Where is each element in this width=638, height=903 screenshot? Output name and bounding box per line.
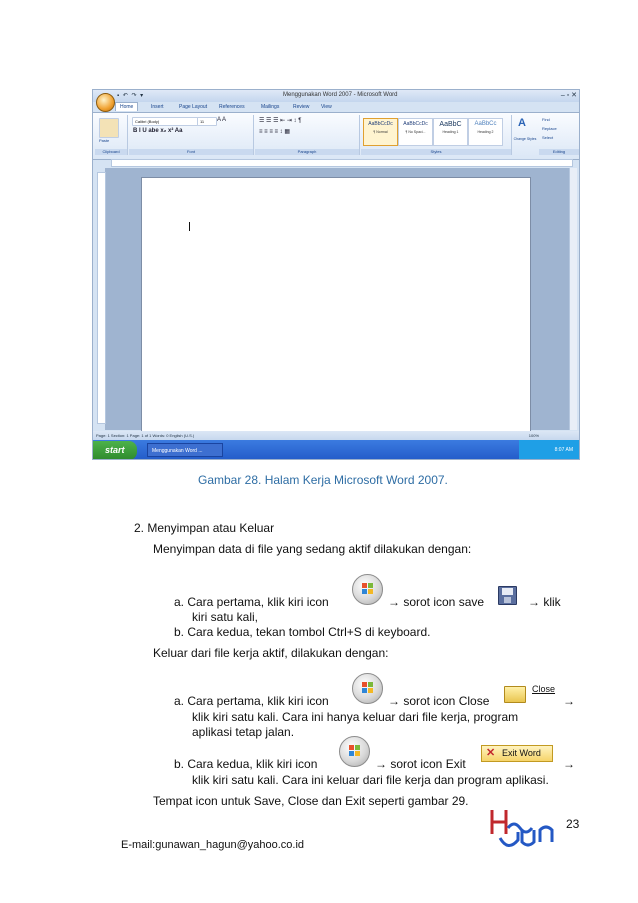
section-heading: 2. Menyimpan atau Keluar (134, 521, 275, 535)
exit-word-icon (481, 745, 553, 762)
tab-home[interactable]: Home (115, 102, 138, 111)
save-step-a: a. Cara pertama, klik kiri icon (174, 595, 329, 609)
exit-step-a-line3: aplikasi tetap jalan. (192, 725, 295, 739)
close-icon (502, 680, 557, 703)
office-button-icon (352, 673, 383, 704)
style-heading-2[interactable] (468, 118, 503, 146)
tab-page-layout[interactable]: Page Layout (179, 104, 208, 110)
group-paragraph (255, 115, 360, 155)
style-heading-1[interactable] (433, 118, 468, 146)
group-label: Font (129, 149, 253, 155)
tab-view[interactable]: View (321, 104, 332, 110)
ribbon-tabs (115, 102, 555, 112)
x-icon: ✕ (486, 747, 496, 759)
group-styles (361, 115, 512, 155)
document-page[interactable] (141, 177, 531, 432)
find-button[interactable]: Find (542, 117, 550, 122)
status-bar (93, 431, 579, 440)
style-preview: AaBbCc (474, 121, 497, 127)
group-editing (539, 115, 579, 155)
list-buttons[interactable]: ☰ ☰ ☰ ⇤ ⇥ ↕ ¶ (259, 118, 302, 124)
exit-step-b: b. Cara kedua, klik kiri icon (174, 757, 318, 771)
page-number: 23 (566, 817, 580, 831)
text-cursor (189, 222, 190, 231)
group-label: Styles (361, 149, 511, 155)
exit-icon-label: Exit Word (502, 748, 541, 758)
format-buttons[interactable]: B I U abe x₂ x² Aa (133, 128, 183, 134)
style-name: ¶ Normal (373, 130, 388, 134)
style-preview: AaBbC (439, 121, 462, 128)
system-tray-clock: 8:07 AM (519, 440, 579, 460)
exit-intro: Keluar dari file kerja aktif, dilakukan dengan: (153, 646, 389, 660)
exit-step-b-mid: → sorot icon Exit (375, 757, 466, 771)
style-name: Heading 1 (442, 130, 459, 134)
group-clipboard (95, 115, 128, 155)
title-bar (93, 90, 579, 102)
exit-step-a: a. Cara pertama, klik kiri icon (174, 694, 329, 708)
windows-taskbar (93, 440, 579, 460)
exit-step-a-end: → (563, 694, 575, 708)
save-intro: Menyimpan data di file yang sedang aktif dilakukan dengan: (153, 542, 472, 556)
taskbar-word-item[interactable]: Menggunakan Word ... (147, 443, 223, 457)
change-styles-icon: A (518, 117, 526, 129)
style-preview: AaBbCcDc (403, 121, 428, 127)
save-step-b: b. Cara kedua, tekan tombol Ctrl+S di keyboard. (174, 625, 431, 639)
group-label: Editing (539, 149, 579, 155)
style-name: ¶ No Spaci... (405, 130, 426, 134)
footer-email: E-mail:gunawan_hagun@yahoo.co.id (121, 839, 305, 851)
tab-mailings[interactable]: Mailings (261, 104, 280, 110)
vertical-ruler[interactable] (97, 172, 106, 424)
change-styles-label: Change Styles (513, 137, 537, 141)
horizontal-ruler[interactable] (111, 159, 573, 167)
grow-shrink-font-buttons[interactable]: A A (217, 117, 227, 123)
style-normal[interactable] (363, 118, 398, 146)
office-button-icon (339, 736, 370, 767)
office-button-icon (352, 574, 383, 605)
tab-references[interactable]: References (219, 104, 245, 110)
alignment-buttons[interactable]: ≡ ≡ ≡ ≡ ↕ ▦ (259, 129, 291, 135)
select-button[interactable]: Select (542, 135, 554, 140)
exit-step-a-line2: klik kiri satu kali. Cara ini hanya keluar dari file kerja, program (192, 710, 519, 724)
office-button-icon[interactable] (96, 93, 115, 112)
style-no-spacing[interactable] (398, 118, 433, 146)
paste-icon[interactable] (99, 118, 119, 138)
ribbon (93, 112, 579, 160)
exit-step-a-mid: → sorot icon Close (388, 694, 490, 708)
quick-access-toolbar[interactable]: ▪ ↶ ↷ ▾ (117, 93, 145, 99)
save-step-a-line2: kiri satu kali, (192, 610, 259, 624)
font-size-select[interactable]: 11 (197, 117, 217, 126)
word-2007-screenshot (92, 89, 580, 460)
tab-insert[interactable]: Insert (151, 104, 164, 110)
change-styles[interactable] (513, 115, 537, 155)
window-controls[interactable]: – ▫ ✕ (560, 92, 577, 99)
font-name-select[interactable]: Calibri (Body) (132, 117, 198, 126)
save-step-a-end: → klik (528, 595, 561, 609)
figure-caption: Gambar 28. Halam Kerja Microsoft Word 2007. (198, 473, 448, 487)
hagun-logo (486, 804, 558, 860)
style-preview: AaBbCcDc (368, 121, 393, 127)
group-label: Clipboard (95, 149, 127, 155)
status-text: Page: 1 Section: 1 Page: 1 of 1 Words: 0 English (U.S.) (96, 433, 195, 438)
save-step-a-mid: → sorot icon save (388, 595, 485, 609)
closing-text: Tempat icon untuk Save, Close dan Exit seperti gambar 29. (153, 794, 469, 808)
exit-step-b-end: → (563, 757, 575, 771)
replace-button[interactable]: Replace (542, 126, 557, 131)
group-label: Paragraph (255, 149, 359, 155)
vertical-scrollbar[interactable] (569, 168, 577, 430)
start-button[interactable]: start (93, 441, 137, 460)
close-icon-label: Close (532, 684, 556, 694)
group-font (129, 115, 254, 155)
window-title: Menggunakan Word 2007 - Microsoft Word (283, 92, 398, 98)
exit-step-b-line2: klik kiri satu kali. Cara ini keluar dari file kerja dan program aplikasi. (192, 773, 549, 787)
zoom-level[interactable]: 100% (528, 433, 539, 438)
save-icon (498, 586, 517, 605)
paste-label: Paste (99, 138, 110, 143)
style-name: Heading 2 (477, 130, 494, 134)
tab-review[interactable]: Review (293, 104, 310, 110)
